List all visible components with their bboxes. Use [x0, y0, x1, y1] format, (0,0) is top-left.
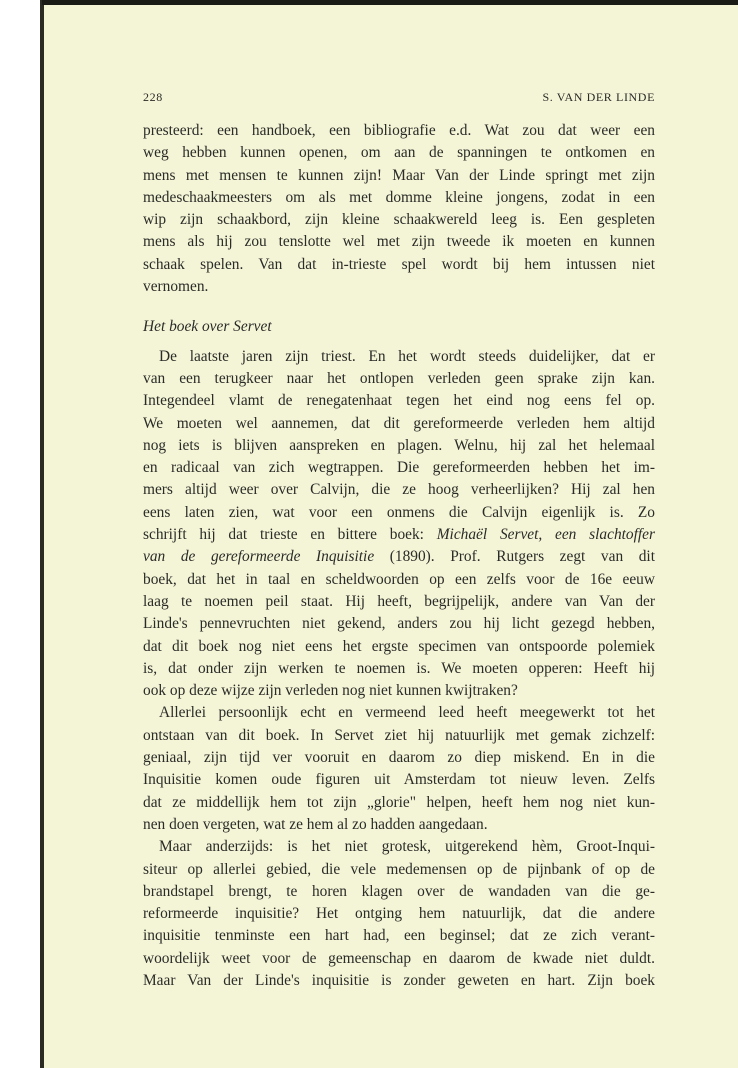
paragraph-4 — [143, 836, 655, 992]
text-line: nog iets is blijven aanspreken en plagen. Welnu, hij zal het helemaal — [143, 436, 655, 454]
text-line: schaak spelen. Van dat in-trieste spel wordt bij hem intussen niet — [143, 255, 655, 273]
text-line: reformeerde inquisitie? Het ontging hem natuurlijk, dat die andere — [143, 905, 655, 923]
text-line: nen doen vergeten, wat ze hem al zo hadden aangedaan. — [143, 815, 488, 833]
paragraph-1 — [143, 120, 655, 298]
line-prefix: schrijft hij dat trieste en bittere boek: — [143, 526, 437, 544]
text-line: De laatste jaren zijn triest. En het wordt steeds duidelijker, dat er — [159, 347, 655, 365]
text-line: laag te noemen peil staat. Hij heeft, begrijpelijk, andere van Van der — [143, 592, 655, 610]
text-line: wip zijn schaakbord, zijn kleine schaakwereld leeg is. Een gespleten — [143, 211, 655, 229]
text-line: vernomen. — [143, 278, 209, 296]
text-line: boek, dat het in taal en scheldwoorden op een zelfs voor de 16e eeuw — [143, 570, 655, 588]
text-line: en radicaal van zich wegtrappen. Die gereformeerden hebben het im- — [143, 459, 655, 477]
text-line: medeschaakmeesters om als met domme kleine jongens, zodat in een — [143, 188, 655, 206]
text-line: presteerd: een handboek, een bibliografie e.d. Wat zou dat weer een — [143, 122, 655, 139]
paragraph-2 — [143, 346, 655, 703]
paragraph-3 — [143, 702, 655, 836]
text-line: Allerlei persoonlijk echt en vermeend leed heeft meegewerkt tot het — [159, 704, 655, 722]
text-line: weg hebben kunnen openen, om aan de spanningen te ontkomen en — [143, 144, 655, 162]
text-line: siteur op allerlei gebied, die vele medemensen op de pijnbank of op de — [143, 860, 655, 878]
text-line: We moeten wel aannemen, dat dit gereformeerde verleden hem altijd — [143, 414, 655, 432]
page-number: 228 — [143, 90, 163, 104]
text-line: eens laten zien, wat voor een onmens die Calvijn eigenlijk is. Zo — [143, 503, 655, 521]
text-line: Linde's pennevruchten niet gekend, anders zou hij licht gezegd hebben, — [143, 615, 655, 633]
book-title-part-2: van de gereformeerde Inquisitie — [143, 548, 375, 566]
section-heading: Het boek over Servet — [143, 318, 272, 336]
book-title-part-1: Michaël Servet, een slachtoffer — [436, 526, 655, 544]
text-line — [143, 524, 655, 546]
text-line: dat ze middellijk hem tot zijn „glorie" helpen, heeft hem nog niet kun- — [143, 793, 655, 811]
text-line: brandstapel brengt, te horen klagen over de wandaden van die ge- — [143, 882, 655, 900]
text-line: is, dat onder zijn werken te noemen is. We moeten opperen: Heeft hij — [143, 659, 655, 677]
text-line: Inquisitie komen oude figuren uit Amsterdam tot nieuw leven. Zelfs — [143, 771, 655, 789]
scan-border-left — [40, 0, 42, 1068]
text-line: woordelijk weet voor de gemeenschap en daarom de kwade niet duldt. — [143, 949, 655, 967]
running-title: S. VAN DER LINDE — [542, 90, 655, 104]
text-line: Integendeel vlamt de renegatenhaat tegen het eind nog eens fel op. — [143, 392, 655, 410]
text-line: mens als hij zou tenslotte wel met zijn tweede ik moeten en kunnen — [143, 233, 655, 251]
text-line: Maar anderzijds: is het niet grotesk, uitgerekend hèm, Groot-Inqui- — [159, 838, 655, 856]
text-line: mens met mensen te kunnen zijn! Maar Van der Linde springt met zijn — [143, 166, 655, 184]
text-line: dat dit boek nog niet eens het ergste specimen van ontspoorde polemiek — [143, 637, 655, 655]
text-line — [143, 546, 655, 568]
text-line: Maar Van der Linde's inquisitie is zonder geweten en hart. Zijn boek — [143, 971, 655, 989]
text-line: geniaal, zijn tijd ver vooruit en daarom zo diep miskend. En in die — [143, 749, 655, 767]
text-line: mers altijd weer over Calvijn, die ze hoog verheerlijken? Hij zal hen — [143, 481, 655, 499]
text-line: van een terugkeer naar het ontlopen verleden geen sprake zijn kan. — [143, 369, 655, 387]
text-line: ook op deze wijze zijn verleden nog niet kunnen kwijtraken? — [143, 682, 518, 700]
running-header — [143, 90, 655, 110]
text-line: inquisitie tenminste een hart had, een beginsel; dat ze zich verant- — [143, 927, 655, 945]
text-line: ontstaan van dit boek. In Servet ziet hij natuurlijk met gemak zichzelf: — [143, 726, 655, 744]
body-text — [143, 120, 655, 992]
line-suffix: (1890). Prof. Rutgers zegt van dit — [374, 548, 655, 566]
